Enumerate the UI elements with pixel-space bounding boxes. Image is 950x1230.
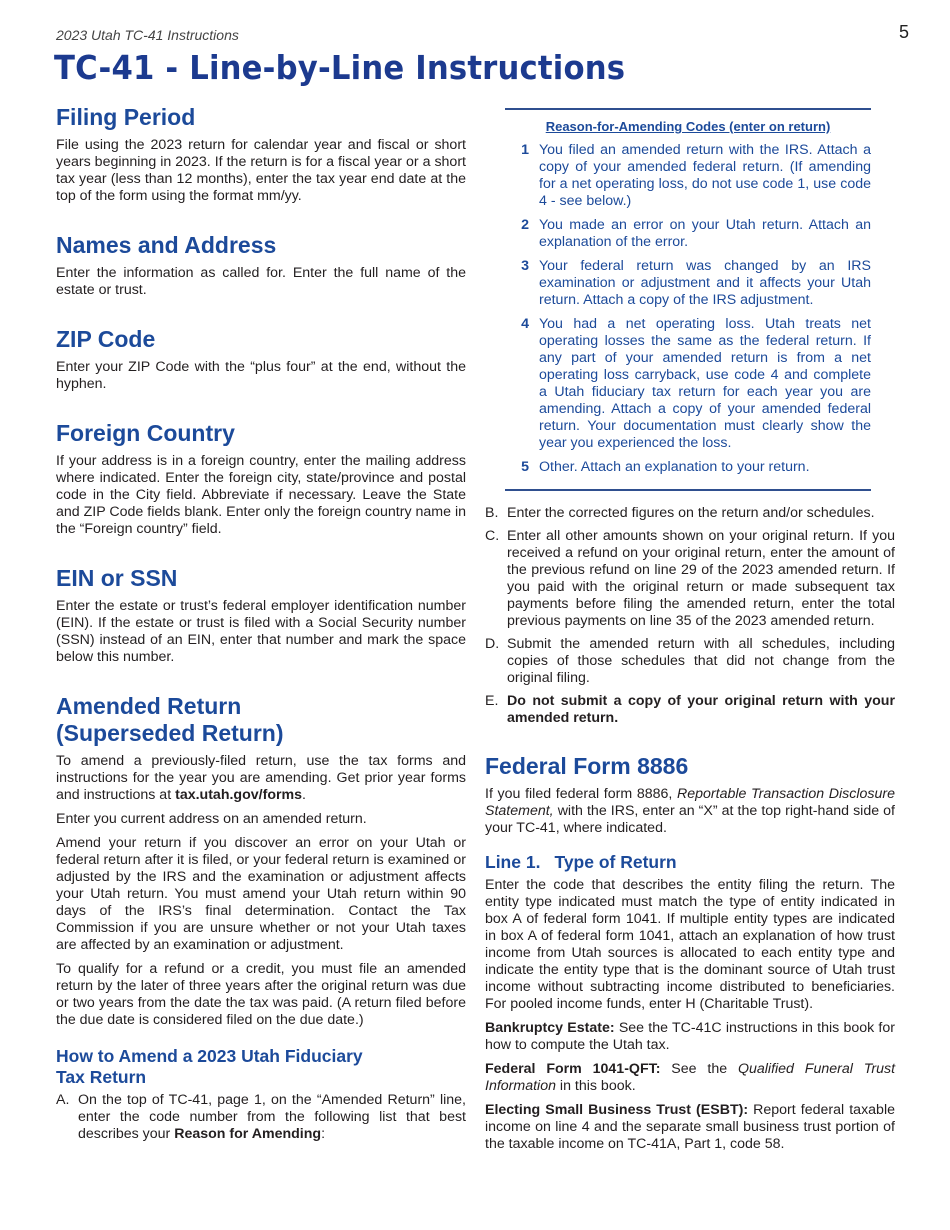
amend-codes-title: Reason-for-Amending Codes (enter on return) xyxy=(545,119,831,134)
amend-code-text: Other. Attach an explanation to your return. xyxy=(539,459,810,475)
amended-p1-end: . xyxy=(302,787,306,803)
bankruptcy-estate-text xyxy=(485,1020,895,1054)
forms-link[interactable]: tax.utah.gov/forms xyxy=(175,787,303,803)
filing-period-heading: Filing Period xyxy=(56,104,196,130)
amend-code-item xyxy=(505,258,871,309)
step-e-text: Do not submit a copy of your original return with your amended return. xyxy=(507,693,895,726)
how-to-heading-line1: How to Amend a 2023 Utah Fiduciary xyxy=(56,1046,363,1066)
amend-code-number: 2 xyxy=(521,217,529,233)
left-column xyxy=(56,104,466,1149)
step-e xyxy=(485,693,895,727)
amend-code-text: You had a net operating loss. Utah treats net operating losses the same as the federal return. If any part of your amended return is from a net operating loss carryback, use code 4 and complete a Utah fiduciary tax return for each year you are amending. Attach a copy of your amended federal return. Your documentation must clearly show the year you experienced the loss. xyxy=(539,316,871,451)
line-1-title: Type of Return xyxy=(554,852,677,872)
qft-body-a: See the xyxy=(660,1061,738,1077)
page-number: 5 xyxy=(899,22,910,42)
step-a-body: On the top of TC-41, page 1, on the “Amended Return” line, enter the code number from the following list that best describes your xyxy=(78,1092,466,1142)
form-8886-text xyxy=(485,786,895,837)
filing-period-text: File using the 2023 return for calendar year and fiscal or short years beginning in 2023. If the return is for a fiscal year or a short tax year (less than 12 months), enter the tax year end date at the top of the form using the format mm/yy. xyxy=(56,137,466,204)
step-c-text: Enter all other amounts shown on your original return. If you received a refund on your original return, enter the amount of the previous refund on line 29 of the 2023 amended return. If you paid with the original return or made subsequent tax payments before filing the amended return, enter the total previous payments on line 35 of the 2023 amended return. xyxy=(507,528,895,629)
qft-italic: Qualified Funeral Trust Information xyxy=(485,1061,896,1094)
amended-paragraph-3: Amend your return if you discover an error on your Utah or federal return after it is filed, or your federal return is examined or adjusted by the IRS and the examination or adjustment affects your Utah return. You must amend your Utah return within 90 days of the IRS’s final determination. Contact the Tax Commission if you are unsure whether or not your Utah taxes are affected by an examination or adjustment. xyxy=(56,835,466,953)
bankruptcy-body: See the TC-41C instructions in this book for how to compute the Utah tax. xyxy=(485,1020,895,1053)
amend-code-number: 4 xyxy=(521,316,529,332)
form-8886-italic: Reportable Transaction Disclosure Statement, xyxy=(485,786,895,819)
amended-paragraph-4: To qualify for a refund or a credit, you must file an amended return by the later of three years after the original return was due or two years from the date the tax was paid. (A return filed before the due date is considered filed on the due date.) xyxy=(56,961,466,1028)
step-b-letter: B. xyxy=(485,505,499,521)
step-d-text: Submit the amended return with all schedules, including copies of those schedules that did not change from the original filing. xyxy=(507,636,895,686)
step-a-end: : xyxy=(321,1126,326,1142)
form-8886-heading: Federal Form 8886 xyxy=(485,753,689,779)
running-title: 2023 Utah TC-41 Instructions xyxy=(56,27,239,43)
step-a-letter: A. xyxy=(56,1092,70,1108)
right-column xyxy=(485,108,895,1160)
step-d-letter: D. xyxy=(485,636,500,652)
amend-code-number: 5 xyxy=(521,459,529,475)
qft-text xyxy=(485,1061,895,1095)
amend-code-item xyxy=(505,217,871,251)
esbt-text xyxy=(485,1102,895,1153)
step-c-letter: C. xyxy=(485,528,500,544)
qft-label: Federal Form 1041-QFT: xyxy=(485,1061,661,1077)
ein-ssn-heading: EIN or SSN xyxy=(56,565,178,591)
amend-code-text: You made an error on your Utah return. Attach an explanation of the error. xyxy=(539,217,871,250)
page-title: TC-41 - Line-by-Line Instructions xyxy=(54,48,626,87)
step-c xyxy=(485,528,895,630)
step-b-text: Enter the corrected figures on the return and/or schedules. xyxy=(507,505,875,521)
amend-code-item xyxy=(505,142,871,210)
step-b xyxy=(485,505,895,522)
step-d xyxy=(485,636,895,687)
form-8886-b: with the IRS, enter an “X” at the top right-hand side of your TC-41, where indicated. xyxy=(485,803,895,836)
zip-code-heading: ZIP Code xyxy=(56,326,156,352)
amended-return-heading xyxy=(56,693,466,747)
line-1-heading xyxy=(485,852,895,873)
line-1-text: Enter the code that describes the entity filing the return. The entity type indicated must match the type of entity indicated in box A of federal form 1041. If multiple entity types are indicated in box A of federal form 1041, attach an explanation of how trust income from Utah sources is allocated to each entity type and indicate the entity type that is the dominant source of Utah trust income without subtracting income distributed to beneficiaries. For pooled income funds, enter H (Charitable Trust). xyxy=(485,877,895,1012)
amended-heading-line1: Amended Return xyxy=(56,693,242,719)
amend-codes-box xyxy=(505,108,871,491)
amended-heading-line2: (Superseded Return) xyxy=(56,720,284,746)
amended-paragraph-1 xyxy=(56,753,466,804)
amended-p1-text: To amend a previously-filed return, use the tax forms and instructions for the year you are amending. Get prior year forms and instructions at xyxy=(56,753,466,803)
how-to-heading-line2: Tax Return xyxy=(56,1067,147,1087)
amend-code-number: 3 xyxy=(521,258,529,274)
amend-code-item xyxy=(505,459,871,476)
esbt-body: Report federal taxable income on line 4 and the separate small business trust portion of the taxable income on TC-41A, Part 1, code 58. xyxy=(485,1102,895,1152)
foreign-country-text: If your address is in a foreign country, enter the mailing address where indicated. Enter the foreign city, state/province and postal code in the City field. Abbreviate if necessary. Leave the State and ZIP Code fields blank. Enter only the foreign country name in the “Foreign country” field. xyxy=(56,453,466,537)
foreign-country-heading: Foreign Country xyxy=(56,420,235,446)
esbt-label: Electing Small Business Trust (ESBT): xyxy=(485,1102,749,1118)
step-a-text xyxy=(78,1092,466,1143)
step-e-letter: E. xyxy=(485,693,499,709)
amend-code-text: You filed an amended return with the IRS. Attach a copy of your amended federal return. (If amending for a net operating loss, do not use code 1, use code 4 - see below.) xyxy=(539,142,871,209)
amend-code-text: Your federal return was changed by an IRS examination or adjustment and it affects your Utah return. Attach a copy of the IRS adjustment. xyxy=(539,258,871,308)
step-a xyxy=(56,1092,466,1143)
qft-body-b: in this book. xyxy=(555,1078,636,1094)
step-a-bold: Reason for Amending xyxy=(174,1126,322,1142)
form-8886-a: If you filed federal form 8886, xyxy=(485,786,677,802)
zip-code-text: Enter your ZIP Code with the “plus four” at the end, without the hyphen. xyxy=(56,359,466,392)
bankruptcy-label: Bankruptcy Estate: xyxy=(485,1020,615,1036)
amend-code-item xyxy=(505,316,871,452)
names-address-heading: Names and Address xyxy=(56,232,277,258)
names-address-text: Enter the information as called for. Enter the full name of the estate or trust. xyxy=(56,265,466,298)
amended-paragraph-2: Enter you current address on an amended return. xyxy=(56,811,367,827)
line-1-label: Line 1. xyxy=(485,852,541,872)
how-to-amend-heading xyxy=(56,1046,466,1088)
ein-ssn-text: Enter the estate or trust’s federal employer identification number (EIN). If the estate or trust is filed with a Social Security number (SSN) instead of an EIN, enter that number and mark the space below this number. xyxy=(56,598,466,665)
amend-code-number: 1 xyxy=(521,142,529,158)
